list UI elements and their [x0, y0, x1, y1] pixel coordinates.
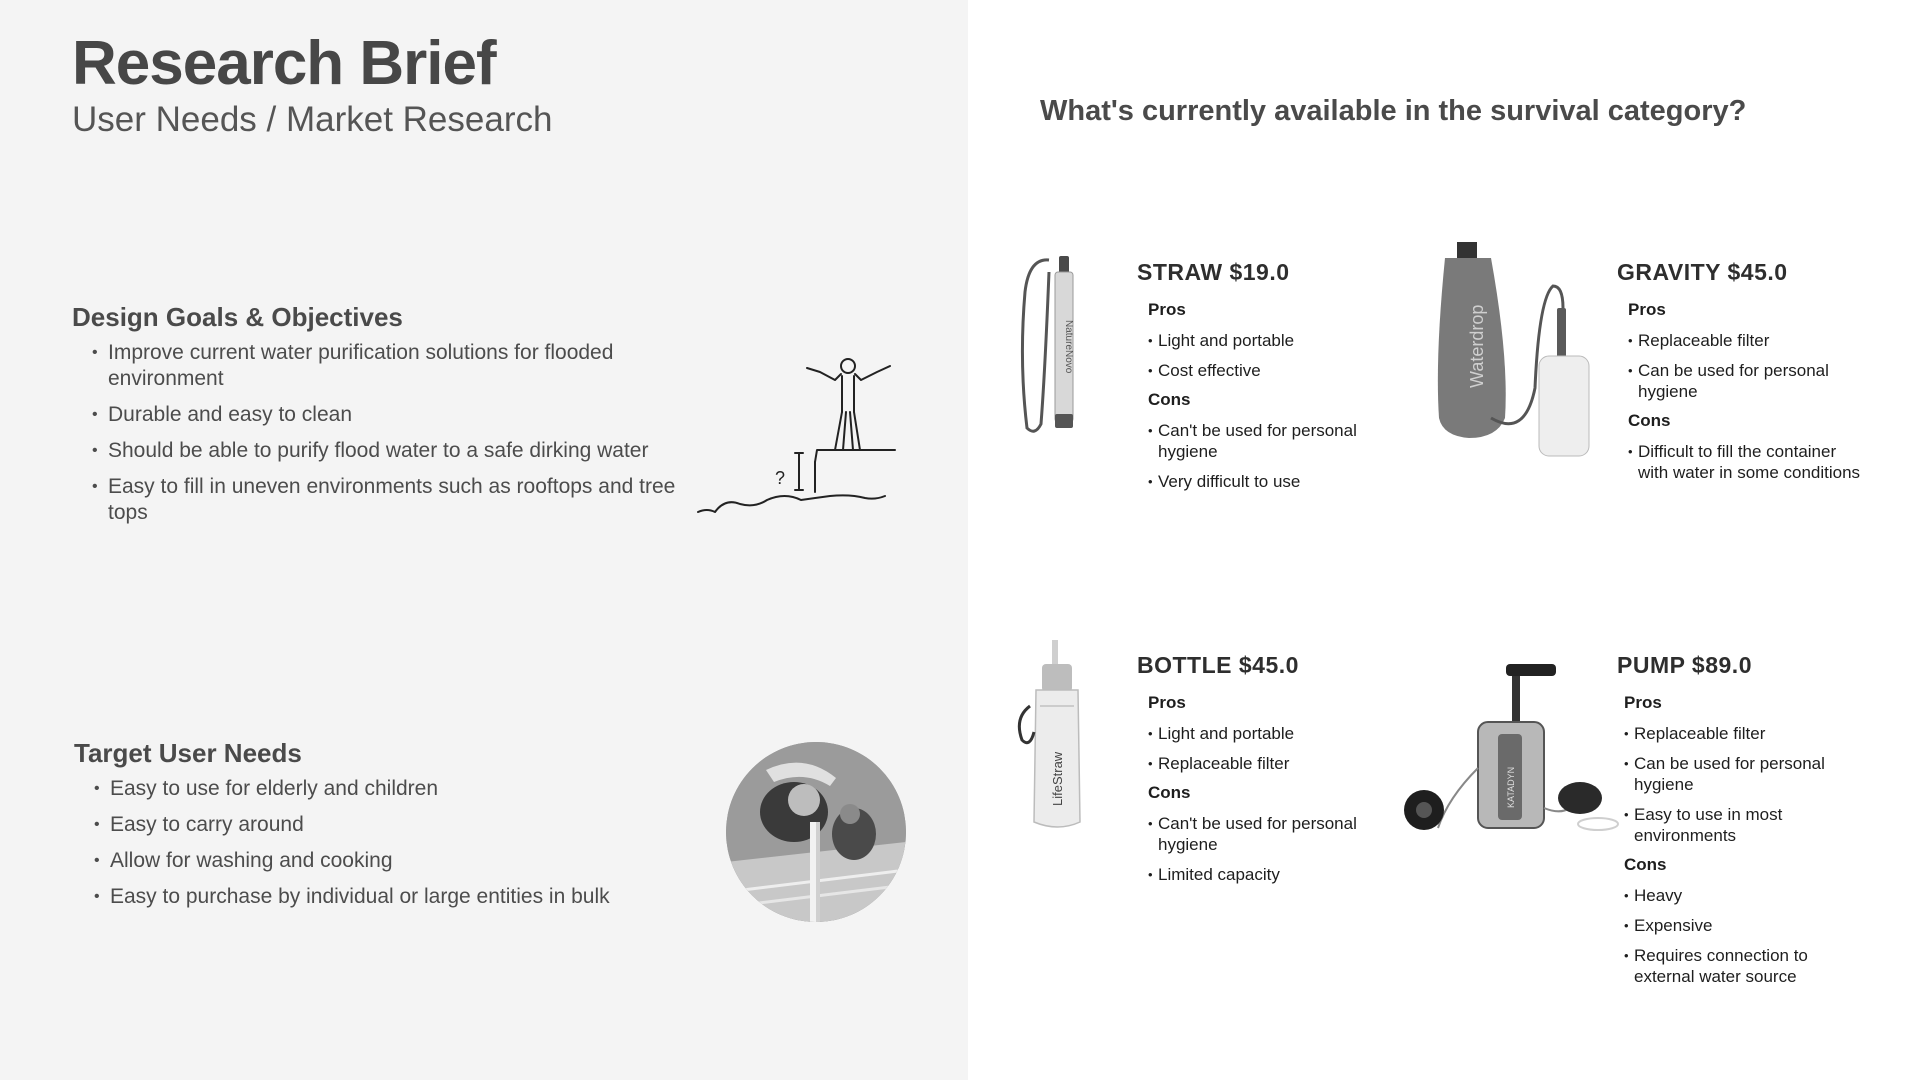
- pump-filter-image: [1398, 658, 1623, 848]
- product-title-pump: PUMP $89.0: [1617, 652, 1752, 678]
- product-title-gravity: GRAVITY $45.0: [1617, 259, 1788, 285]
- list-item: • Can't be used for personal hygiene: [1148, 420, 1378, 462]
- list-item: • Heavy: [1624, 885, 1864, 906]
- list-item: • Replaceable filter: [1624, 723, 1864, 744]
- pros-label: Pros: [1624, 693, 1662, 712]
- list-item: • Light and portable: [1148, 330, 1378, 351]
- straw-cons-list: [1148, 420, 1378, 492]
- straw-brand-text: NatureNovo: [1063, 320, 1074, 374]
- list-item: • Expensive: [1624, 915, 1864, 936]
- list-item: • Can be used for personal hygiene: [1624, 753, 1864, 795]
- list-item: • Requires connection to external water source: [1624, 945, 1864, 987]
- gravity-pros-cons: [1628, 300, 1868, 492]
- list-item: • Light and portable: [1148, 723, 1378, 744]
- list-item: • Difficult to fill the container with water in some conditions: [1628, 441, 1868, 483]
- list-item: • Replaceable filter: [1628, 330, 1868, 351]
- pump-cons-list: [1624, 885, 1864, 987]
- straw-pros-list: [1148, 330, 1378, 381]
- cons-label: Cons: [1148, 783, 1191, 802]
- bottle-cons-list: [1148, 813, 1378, 885]
- gravity-brand-text: Waterdrop: [1467, 304, 1487, 388]
- product-title-straw: STRAW $19.0: [1137, 259, 1290, 285]
- pump-brand-text: KATADYN: [1506, 766, 1516, 808]
- product-title-bottle: BOTTLE $45.0: [1137, 652, 1299, 678]
- list-item: • Can't be used for personal hygiene: [1148, 813, 1378, 855]
- bottle-filter-image: [1012, 636, 1102, 836]
- market-question: What's currently available in the survival category?: [1040, 95, 1747, 127]
- gravity-cons-list: [1628, 441, 1868, 483]
- list-item: • Should be able to purify flood water to a safe dirking water: [90, 438, 680, 464]
- cons-label: Cons: [1628, 411, 1671, 430]
- list-item: • Easy to purchase by individual or large entities in bulk: [92, 884, 692, 910]
- list-item: • Easy to use for elderly and children: [92, 776, 692, 802]
- sketch-annotation: ?: [775, 468, 786, 488]
- list-item: • Allow for washing and cooking: [92, 848, 692, 874]
- gravity-bag-image: [1435, 238, 1595, 468]
- page-title: Research Brief: [72, 29, 496, 98]
- list-item: • Improve current water purification solutions for flooded environment: [90, 340, 680, 392]
- bottle-pros-cons: [1148, 693, 1378, 894]
- bottle-pros-list: [1148, 723, 1378, 774]
- list-item: • Very difficult to use: [1148, 471, 1378, 492]
- cons-label: Cons: [1624, 855, 1667, 874]
- list-item: • Can be used for personal hygiene: [1628, 360, 1868, 402]
- user-needs-heading: Target User Needs: [74, 738, 302, 768]
- cons-label: Cons: [1148, 390, 1191, 409]
- list-item: • Cost effective: [1148, 360, 1378, 381]
- list-item: • Easy to carry around: [92, 812, 692, 838]
- list-item: • Durable and easy to clean: [90, 402, 680, 428]
- bottle-brand-text: LifeStraw: [1050, 751, 1065, 806]
- list-item: • Limited capacity: [1148, 864, 1378, 885]
- pump-pros-list: [1624, 723, 1864, 846]
- flood-photo: [726, 742, 906, 922]
- pros-label: Pros: [1628, 300, 1666, 319]
- straw-filter-image: [1015, 252, 1095, 437]
- list-item: • Replaceable filter: [1148, 753, 1378, 774]
- gravity-pros-list: [1628, 330, 1868, 402]
- design-goals-heading: Design Goals & Objectives: [72, 302, 403, 332]
- pros-label: Pros: [1148, 693, 1186, 712]
- pros-label: Pros: [1148, 300, 1186, 319]
- page-subtitle: User Needs / Market Research: [72, 100, 553, 139]
- straw-pros-cons: [1148, 300, 1378, 501]
- pump-pros-cons: [1624, 693, 1864, 996]
- design-goals-list: [90, 340, 680, 536]
- list-item: • Easy to use in most environments: [1624, 804, 1864, 846]
- list-item: • Easy to fill in uneven environments such as rooftops and tree tops: [90, 474, 680, 526]
- rooftop-sketch: [695, 350, 935, 530]
- user-needs-list: [92, 776, 692, 920]
